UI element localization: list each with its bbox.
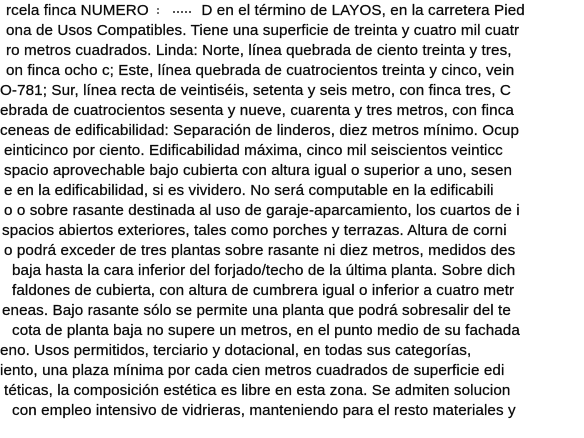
- text-line: [6, 1, 525, 21]
- text-line: on finca ocho c; Este, línea quebrada de cuatrocientos treinta y cinco, vein: [6, 62, 515, 79]
- text-line: o podrá exceder de tres plantas sobre rasante ni diez metros, medidos des: [4, 242, 516, 259]
- text-line: e en la edificabilidad, si es vividero. No será computable en la edificabili: [4, 182, 494, 199]
- redacted-number: [153, 6, 197, 16]
- text-line: O-781; Sur, línea recta de veintiséis, setenta y seis metro, con finca tres, C: [0, 82, 511, 99]
- text-line: iento, una plaza mínima por cada cien metros cuadrados de superficie edi: [0, 362, 505, 379]
- cut-off-text-fragment: [144, 428, 444, 438]
- text-line: spacios abiertos exteriores, tales como porches y terrazas. Altura de corni: [2, 222, 507, 239]
- text-line: ro metros cuadrados. Linda: Norte, línea quebrada de ciento treinta y tres,: [6, 42, 512, 59]
- text-line: ebrada de cuatrocientos sesenta y nueve, cuarenta y tres metros, con finca: [0, 102, 514, 119]
- text-line: ona de Usos Compatibles. Tiene una superficie de treinta y cuatro mil cuatr: [6, 22, 520, 39]
- text-line: o o sobre rasante destinada al uso de garaje-aparcamiento, los cuartos de i: [4, 202, 520, 219]
- text-line: cota de planta baja no supere un metros, en el punto medio de su fachada: [12, 322, 520, 339]
- text-line: spacio aprovechable bajo cubierta con altura igual o superior a uno, sesen: [4, 162, 513, 179]
- text-line: einticinco por ciento. Edificabilidad máxima, cinco mil seiscientos veinticc: [4, 142, 503, 159]
- text-fragment: rcela finca NUMERO: [6, 2, 149, 19]
- text-line: ceneas de edificabilidad: Separación de linderos, diez metros mínimo. Ocup: [0, 122, 519, 139]
- text-line: eno. Usos permitidos, terciario y dotacional, en todas sus categorías,: [0, 342, 472, 359]
- text-line: faldones de cubierta, con altura de cumbrera igual o inferior a cuatro metr: [12, 282, 515, 299]
- text-line: baja hasta la cara inferior del forjado/techo de la última planta. Sobre dich: [12, 262, 516, 279]
- text-line: eneas. Bajo rasante sólo se permite una planta que podrá sobresalir del te: [2, 302, 511, 319]
- text-line: con empleo intensivo de vidrieras, manteniendo para el resto materiales y: [12, 402, 516, 419]
- text-line: téticas, la composición estética es libre en esta zona. Se admiten solucion: [4, 382, 511, 399]
- text-fragment: D en el término de LAYOS, en la carretera Pied: [201, 2, 525, 19]
